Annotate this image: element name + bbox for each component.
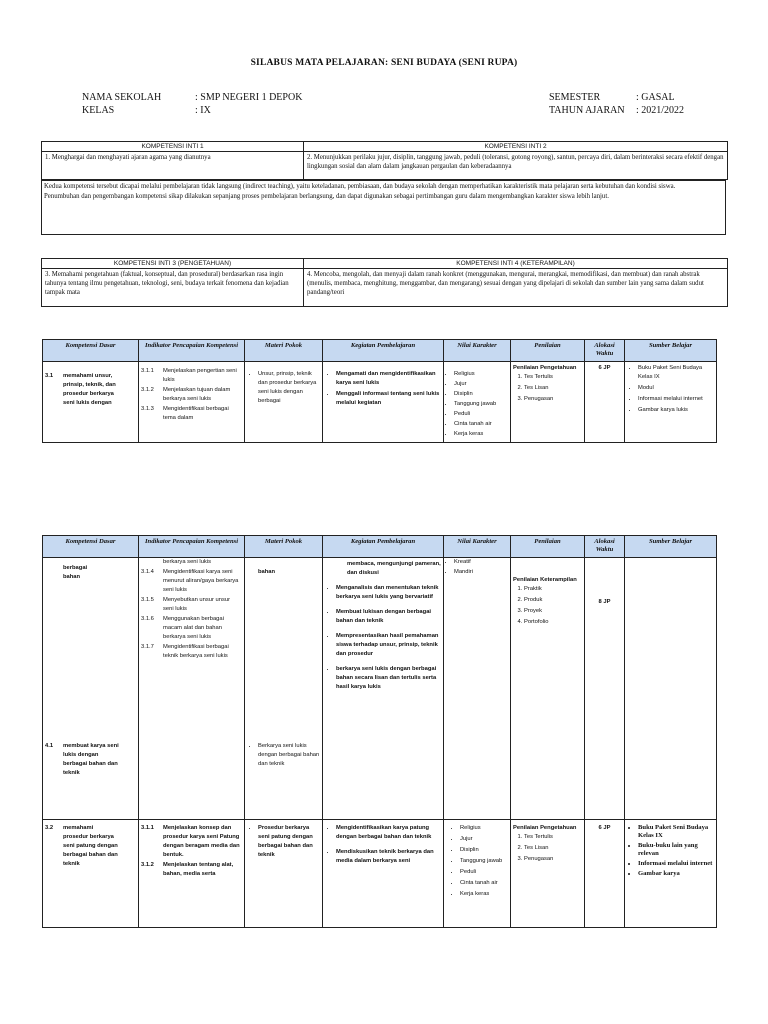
- sumber-item: • Gambar karya: [638, 870, 714, 878]
- sumber-item: • Buku Paket Seni Budaya Kelas IX: [638, 364, 714, 382]
- sumber-item: • Modul: [638, 384, 714, 393]
- penilaian-cell: [511, 558, 585, 820]
- sumber-item: • Gambar karya lukis: [638, 406, 714, 415]
- kd-text: memahami prosedur berkarya seni patung dengan berbagai bahan dan teknik: [63, 825, 118, 867]
- kd-continuation: berbagai bahan: [63, 565, 88, 580]
- alokasi-cell: 6 JP: [585, 820, 625, 928]
- kd-cell: [43, 820, 139, 928]
- materi-cell: [245, 558, 323, 820]
- semester-value: : GASAL: [636, 92, 675, 103]
- kegiatan-item: • Mengidentifikasikan karya patung dengan berbagai bahan dan teknik: [336, 824, 441, 842]
- header-alokasi: Alokasi Waktu: [585, 340, 625, 362]
- kegiatan-item: • Mendiskusikan teknik berkarya dan media dalam berkarya seni: [336, 848, 441, 866]
- materi-cell: [245, 362, 323, 443]
- penilaian-item: 2. Tes Lisan: [524, 384, 582, 393]
- school-label: NAMA SEKOLAH: [82, 92, 162, 103]
- penilaian-item: 1. Praktik: [524, 585, 582, 594]
- year-label: TAHUN AJARAN: [549, 105, 625, 116]
- indicator-item: 3.1.7 Mengidentifikasi berbagai teknik berkarya seni lukis: [141, 644, 229, 659]
- nilai-item: • Kerja keras: [454, 430, 508, 438]
- nilai-item: • Jujur: [460, 835, 508, 844]
- penilaian-cell: [511, 362, 585, 443]
- sumber-item: • Informasi melalui internet: [638, 395, 714, 404]
- indikator-cell: [139, 820, 245, 928]
- indikator-cell: [139, 558, 245, 820]
- kegiatan-item: • Mempresentasikan hasil pemahaman siswa terhadap unsur, prinsip, teknik dan prosedur: [336, 632, 441, 659]
- sumber-cell: [625, 362, 717, 443]
- penilaian-item: 2. Produk: [524, 596, 582, 605]
- class-label: KELAS: [82, 105, 115, 116]
- indicator-item: 3.1.1 Menjelaskan pengertian seni lukis: [141, 368, 237, 383]
- kd-number: 3.2: [45, 825, 54, 831]
- penilaian-title: Penilaian Pengetahuan: [513, 365, 577, 371]
- indicator-item: 3.1.6 Menggunakan berbagai macam alat dan bahan berkarya seni lukis: [141, 616, 224, 640]
- nilai-item: • Peduli: [460, 868, 508, 877]
- class-value: : IX: [195, 105, 211, 116]
- materi-cell: [245, 820, 323, 928]
- indicator-item: 3.1.2 Menjelaskan tujuan dalam berkarya seni lukis: [141, 387, 231, 402]
- syllabus-table-2: [42, 535, 717, 928]
- header-nilai: Nilai Karakter: [444, 340, 511, 362]
- nilai-item: • Peduli: [454, 410, 508, 418]
- materi-item: • Prosedur berkarya seni patung dengan berbagai bahan dan teknik: [258, 824, 320, 860]
- materi-item: • Berkarya seni lukis dengan berbagai bahan dan teknik: [258, 742, 324, 769]
- nilai-cell: [444, 558, 511, 820]
- document-title: SILABUS MATA PELAJARAN: SENI BUDAYA (SENI RUPA): [250, 58, 518, 68]
- header-indikator: Indikator Pencapaian Kompetensi: [139, 536, 245, 558]
- nilai-item: • Religius: [454, 370, 508, 378]
- kegiatan-item: • Mengamati dan mengidentifikasikan karya seni lukis: [336, 370, 441, 388]
- kd-text: memahami unsur, prinsip, teknik, dan prosedur berkarya seni lukis dengan: [63, 373, 116, 406]
- indicator-item: 3.1.1 Menjelaskan konsep dan prosedur karya seni Patung dengan beragam media dan bentuk.: [141, 825, 240, 858]
- kegiatan-continuation: membaca, mengunjungi pameran, dan diskusi: [347, 561, 441, 576]
- indicator-item: berkarya seni lukis: [163, 559, 212, 565]
- header-kegiatan: Kegiatan Pembelajaran: [323, 536, 444, 558]
- header-materi: Materi Pokok: [245, 340, 323, 362]
- ki-3-4-table: [41, 258, 728, 307]
- penilaian-item: 2. Tes Lisan: [524, 844, 582, 853]
- sumber-item: • Buku Paket Seni Budaya Kelas IX: [638, 824, 714, 840]
- header-kd: Kompetensi Dasar: [43, 340, 139, 362]
- ki1-text: 1. Menghargai dan menghayati ajaran agama yang dianutnya: [42, 152, 304, 180]
- nilai-cell: [444, 362, 511, 443]
- ki-explanation: [41, 180, 726, 235]
- nilai-cell: [444, 820, 511, 928]
- kegiatan-item: • Menganalisis dan menentukan teknik berkarya seni lukis yang bervariatif: [336, 584, 441, 602]
- kd-number: 4.1: [45, 743, 54, 749]
- materi-continuation: bahan: [258, 569, 276, 575]
- nilai-item: • Religius: [460, 824, 508, 833]
- nilai-item: • Cinta tanah air: [454, 420, 508, 428]
- penilaian-cell: [511, 820, 585, 928]
- kd-text: membuat karya seni lukis dengan berbagai bahan dan teknik: [63, 743, 119, 776]
- nilai-item: • Jujur: [454, 380, 508, 388]
- alokasi-cell: 6 JP: [585, 362, 625, 443]
- header-alokasi: Alokasi Waktu: [585, 536, 625, 558]
- nilai-item: • Cinta tanah air: [460, 879, 508, 888]
- kegiatan-item: • berkarya seni lukis dengan berbagai bahan secara lisan dan tertulis serta hasil karya lukis: [336, 665, 441, 692]
- header-kd: Kompetensi Dasar: [43, 536, 139, 558]
- nilai-item: • Disiplin: [460, 846, 508, 855]
- kegiatan-cell: [323, 558, 444, 820]
- header-indikator: Indikator Pencapaian Kompetensi: [139, 340, 245, 362]
- kegiatan-item: • Menggali informasi tentang seni lukis melalui kegiatan: [336, 390, 441, 408]
- penilaian-item: 1. Tes Tertulis: [524, 373, 582, 382]
- header-penilaian: Penilaian: [511, 340, 585, 362]
- penilaian-title: Penilaian Pengetahuan: [513, 825, 577, 831]
- ki-paragraph-1: Kedua kompetensi tersebut dicapai melalui pembelajaran tidak langsung (indirect teaching), yaitu keteladanan, pembiasaan, dan budaya sekolah dengan memperhatikan karakteristik mata pelajaran serta kebutuhan dan kondisi siswa.: [44, 183, 676, 190]
- kegiatan-item: • Membuat lukisan dengan berbagai bahan dan teknik: [336, 608, 441, 626]
- kegiatan-cell: [323, 362, 444, 443]
- ki2-text: 2. Menunjukkan perilaku jujur, disiplin, tanggung jawab, peduli (toleransi, gotong royong), santun, percaya diri, dalam berinteraksi secara efektif dengan lingkungan sosial dan alam dalam jangkauan pergaulan dan keberadaannya: [304, 152, 728, 180]
- nilai-item: • Mandiri: [454, 568, 508, 576]
- semester-label: SEMESTER: [549, 92, 601, 103]
- kd-number: 3.1: [45, 373, 54, 379]
- sumber-cell: [625, 820, 717, 928]
- header-penilaian: Penilaian: [511, 536, 585, 558]
- year-value: : 2021/2022: [636, 105, 685, 116]
- sumber-item: • Buku-buku lain yang relevan: [638, 842, 714, 858]
- ki4-header: KOMPETENSI INTI 4 (KETERAMPILAN): [304, 259, 728, 269]
- kd-cell: [43, 362, 139, 443]
- penilaian-item: 4. Portofolio: [524, 618, 582, 627]
- header-materi: Materi Pokok: [245, 536, 323, 558]
- ki4-text: 4. Mencoba, mengolah, dan menyaji dalam ranah konkret (menggunakan, mengurai, merangkai, memodifikasi, dan membuat) dan ranah abstrak (menulis, membaca, menghitung, menggambar, dan mengarang) sesuai dengan yang dipelajari di sekolah dan sumber lain yang sama dalam sudut pandang/teori: [304, 269, 728, 307]
- header-sumber: Sumber Belajar: [625, 340, 717, 362]
- header-kegiatan: Kegiatan Pembelajaran: [323, 340, 444, 362]
- nilai-item: • Tanggung jawab: [454, 400, 508, 408]
- indicator-item: 3.1.5 Menyebutkan unsur unsur seni lukis: [141, 597, 231, 612]
- nilai-item: • Tanggung jawab: [460, 857, 508, 866]
- kegiatan-cell: [323, 820, 444, 928]
- header-sumber: Sumber Belajar: [625, 536, 717, 558]
- nilai-item: • Kerja keras: [460, 890, 508, 899]
- indicator-item: 3.1.4 Mengidentifikasi karya seni menurut aliran/gaya berkarya seni lukis: [141, 569, 239, 593]
- penilaian-item: 1. Tes Tertulis: [524, 833, 582, 842]
- alokasi-cell: 8 JP: [585, 558, 625, 820]
- ki1-header: KOMPETENSI INTI 1: [42, 142, 304, 152]
- ki2-header: KOMPETENSI INTI 2: [304, 142, 728, 152]
- penilaian-item: 3. Proyek: [524, 607, 582, 616]
- nilai-item: • Disiplin: [454, 390, 508, 398]
- penilaian-title: Penilaian Keterampilan: [513, 577, 577, 583]
- indikator-cell: [139, 362, 245, 443]
- penilaian-item: 3. Penugasan: [524, 395, 582, 404]
- header-nilai: Nilai Karakter: [444, 536, 511, 558]
- materi-item: • Unsur, prinsip, teknik dan prosedur berkarya seni lukis dengan berbagai: [258, 370, 320, 406]
- indicator-item: 3.1.3 Mengidentifikasi berbagai tema dalam: [141, 406, 229, 421]
- school-value: : SMP NEGERI 1 DEPOK: [195, 92, 303, 103]
- penilaian-item: 3. Penugasan: [524, 855, 582, 864]
- ki3-header: KOMPETENSI INTI 3 (PENGETAHUAN): [42, 259, 304, 269]
- nilai-item: • Kreatif: [454, 558, 508, 566]
- indicator-item: 3.1.2 Menjelaskan tentang alat, bahan, media serta: [141, 862, 234, 877]
- sumber-cell: [625, 558, 717, 820]
- ki-paragraph-2: Penumbuhan dan pengembangan kompetensi sikap dilakukan sepanjang proses pembelajaran berlangsung, dan dapat digunakan sebagai pertimbangan guru dalam mengembangkan karakter siswa lebih lanjut.: [44, 192, 609, 200]
- ki3-text: 3. Memahami pengetahuan (faktual, konseptual, dan prosedural) berdasarkan rasa ingin tahunya tentang ilmu pengetahuan, teknologi, seni, budaya terkait fenomena dan kejadian tampak mata: [42, 269, 304, 307]
- kd-cell: [43, 558, 139, 820]
- sumber-item: • Informasi melalui internet: [638, 860, 714, 868]
- ki-1-2-table: [41, 141, 728, 180]
- syllabus-table-1: [42, 339, 717, 443]
